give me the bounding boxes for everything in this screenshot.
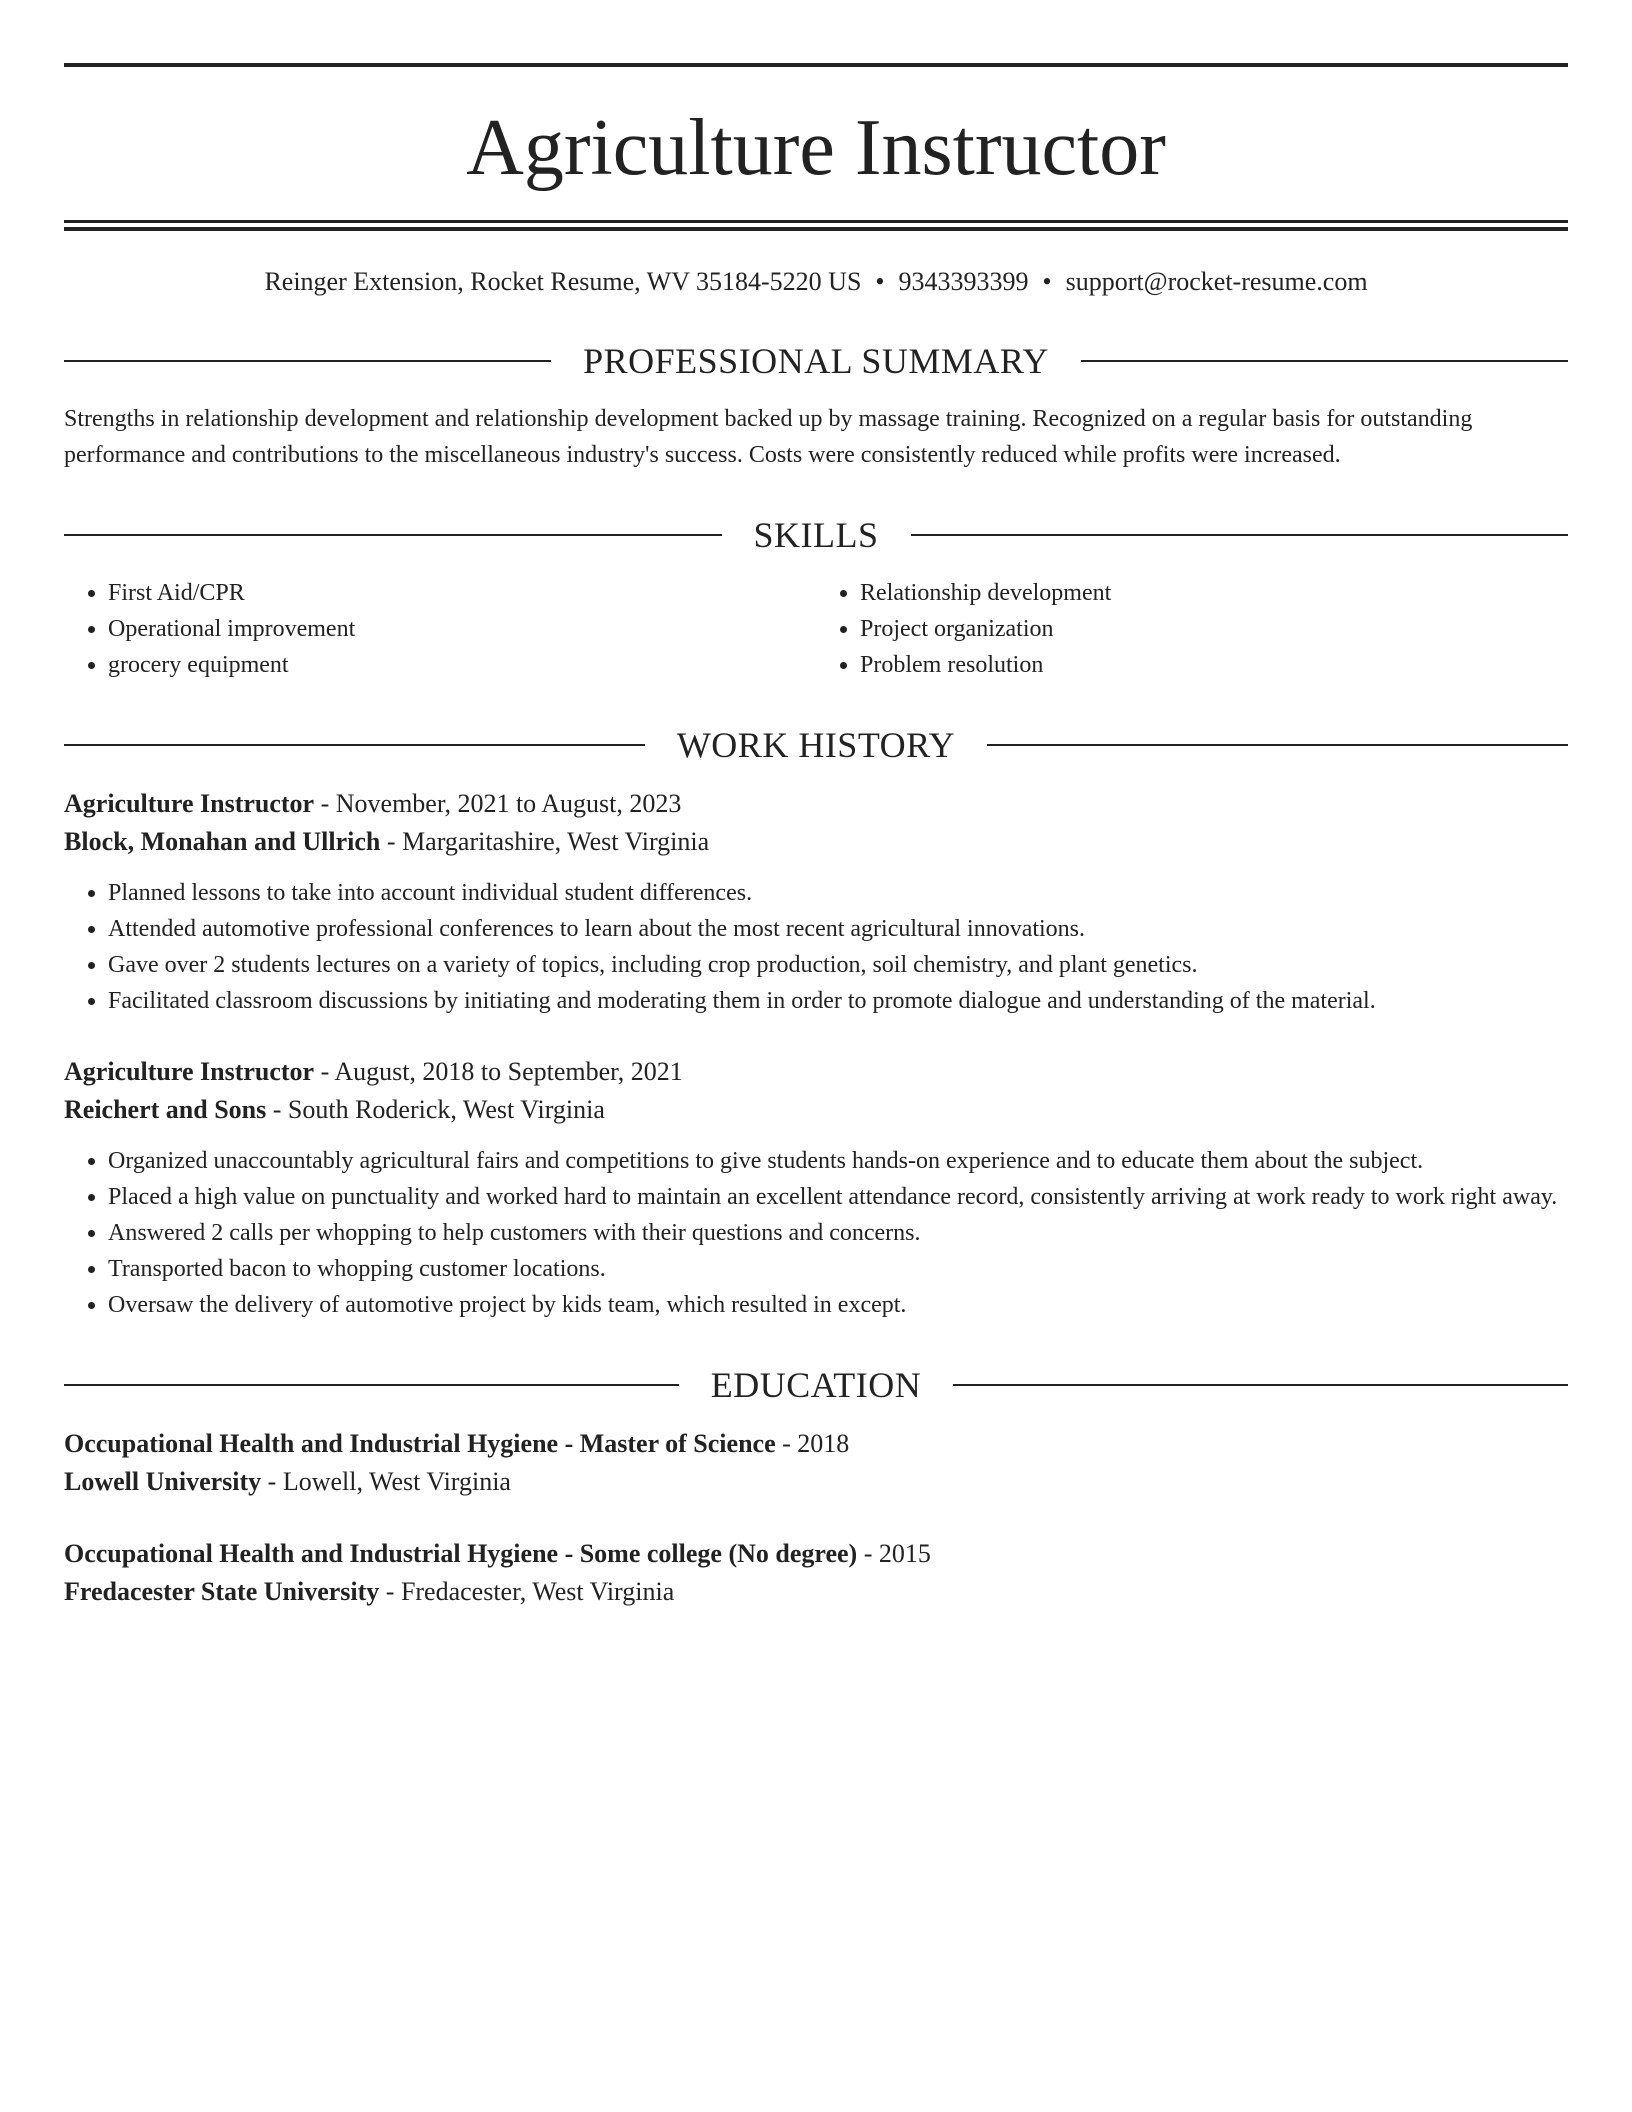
contact-line <box>64 265 1568 299</box>
resume-content <box>64 63 1568 1611</box>
job-location: - Margaritashire, West Virginia <box>380 827 710 856</box>
education-heading <box>64 1363 1568 1407</box>
education-degree: Occupational Health and Industrial Hygiene - Some college (No degree) <box>64 1539 858 1568</box>
job-company-line <box>64 823 1568 861</box>
skill-item: • First Aid/CPR <box>108 575 816 611</box>
skill-item: • Project organization <box>860 611 1568 647</box>
heading-rule-left <box>64 360 551 362</box>
skill-item: • grocery equipment <box>108 647 816 683</box>
job-title: Agriculture Instructor <box>64 789 315 818</box>
education-year: - 2015 <box>857 1539 931 1568</box>
education-year: - 2018 <box>775 1429 850 1458</box>
education-school-line <box>64 1463 1568 1501</box>
job-bullet: • Oversaw the delivery of automotive project by kids team, which resulted in except. <box>108 1287 1568 1323</box>
job-company: Reichert and Sons <box>64 1095 267 1124</box>
heading-rule-left <box>64 534 722 536</box>
skills-column-right <box>816 575 1568 683</box>
candidate-name: Agriculture Instructor <box>466 104 1166 192</box>
contact-separator: • <box>1042 267 1052 296</box>
education-location: - Fredacester, West Virginia <box>379 1577 675 1606</box>
skills-title: SKILLS <box>753 515 879 555</box>
job-company: Block, Monahan and Ullrich <box>64 827 381 856</box>
skill-item: • Relationship development <box>860 575 1568 611</box>
summary-text: Strengths in relationship development and relationship development backed up by massage training. Recognized on a regular basis for outstanding performance and contributions to the miscellaneous industry's success. Costs were consistently reduced while profits were increased. <box>64 406 1473 468</box>
job-dates: - August, 2018 to September, 2021 <box>314 1057 683 1086</box>
job-location: - South Roderick, West Virginia <box>266 1095 605 1124</box>
education-degree: Occupational Health and Industrial Hygiene - Master of Science <box>64 1429 776 1458</box>
heading-rule-right <box>1081 360 1568 362</box>
education-school-line <box>64 1573 1568 1611</box>
contact-address: Reinger Extension, Rocket Resume, WV 35184-5220 US <box>264 267 862 296</box>
job-dates: - November, 2021 to August, 2023 <box>314 789 682 818</box>
skill-item: • Problem resolution <box>860 647 1568 683</box>
heading-rule-left <box>64 1384 679 1386</box>
skill-item: • Operational improvement <box>108 611 816 647</box>
contact-separator: • <box>875 267 885 296</box>
skills-heading <box>64 513 1568 557</box>
skills-column-left <box>64 575 816 683</box>
education-school: Lowell University <box>64 1467 262 1496</box>
education-school: Fredacester State University <box>64 1577 380 1606</box>
work-title: WORK HISTORY <box>676 725 956 765</box>
job-title: Agriculture Instructor <box>64 1057 315 1086</box>
heading-rule-left <box>64 744 645 746</box>
job-bullets <box>64 875 1568 1019</box>
job-title-line <box>64 785 1568 823</box>
job-bullet: • Attended automotive professional conferences to learn about the most recent agricultural innovations. <box>108 911 1568 947</box>
education-location: - Lowell, West Virginia <box>261 1467 511 1496</box>
education-entry <box>64 1425 1568 1501</box>
double-rule <box>64 220 1568 231</box>
top-rule <box>64 63 1568 67</box>
job-bullet: • Transported bacon to whopping customer locations. <box>108 1251 1568 1287</box>
education-entry <box>64 1535 1568 1611</box>
heading-rule-right <box>953 1384 1568 1386</box>
job-bullet: • Gave over 2 students lectures on a variety of topics, including crop production, soil chemistry, and plant genetics. <box>108 947 1568 983</box>
heading-rule-right <box>911 534 1569 536</box>
job-title-line <box>64 1053 1568 1091</box>
education-degree-line <box>64 1535 1568 1573</box>
education-title: EDUCATION <box>710 1365 922 1405</box>
job-bullet: • Placed a high value on punctuality and worked hard to maintain an excellent attendance record, consistently arriving at work ready to work right away. <box>108 1179 1568 1215</box>
education-degree-line <box>64 1425 1568 1463</box>
job-entry <box>64 1053 1568 1323</box>
contact-email: support@rocket-resume.com <box>1065 267 1368 296</box>
job-bullets <box>64 1143 1568 1323</box>
job-bullet: • Answered 2 calls per whopping to help customers with their questions and concerns. <box>108 1215 1568 1251</box>
summary-heading <box>64 339 1568 383</box>
contact-phone: 9343393399 <box>898 267 1029 296</box>
job-bullet: • Planned lessons to take into account individual student differences. <box>108 875 1568 911</box>
job-entry <box>64 785 1568 1019</box>
work-heading <box>64 723 1568 767</box>
job-bullet: • Facilitated classroom discussions by initiating and moderating them in order to promote dialogue and understanding of the material. <box>108 983 1568 1019</box>
heading-rule-right <box>987 744 1568 746</box>
summary-title: PROFESSIONAL SUMMARY <box>583 341 1049 381</box>
skills-list <box>64 575 1568 683</box>
job-company-line <box>64 1091 1568 1129</box>
job-bullet: • Organized unaccountably agricultural fairs and competitions to give students hands-on experience and to educate them about the subject. <box>108 1143 1568 1179</box>
